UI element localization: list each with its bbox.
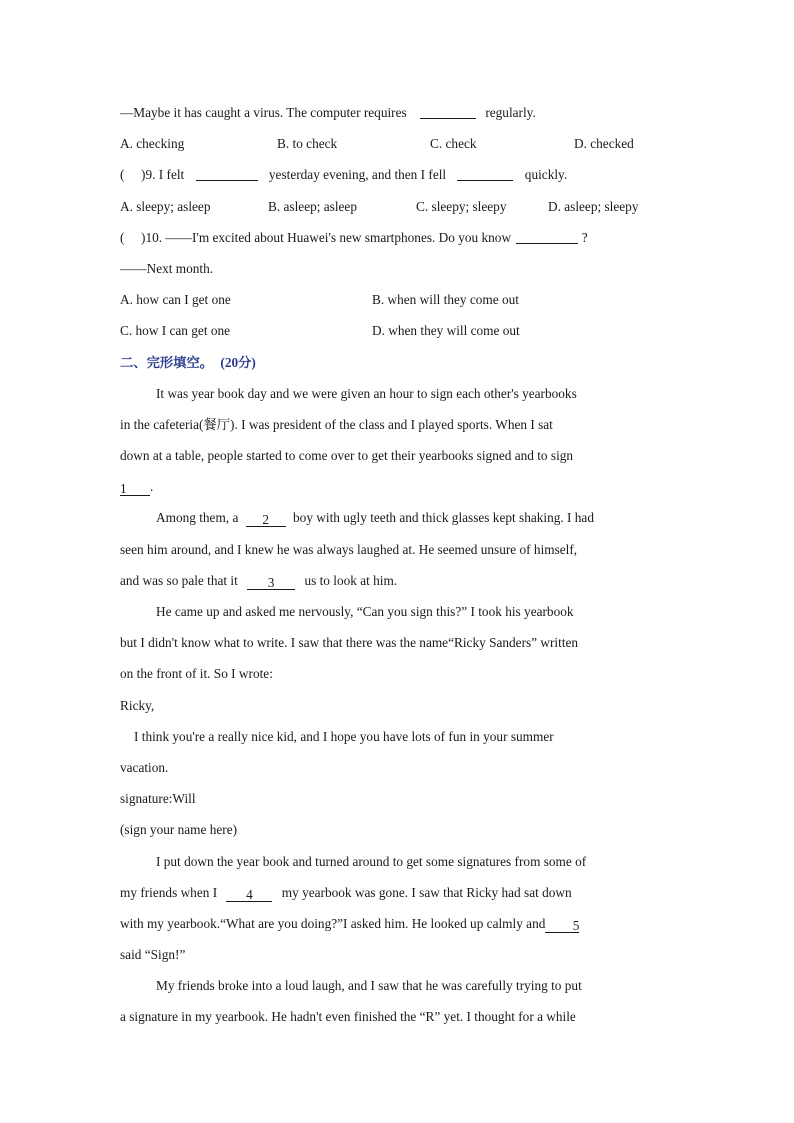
q10-line	[120, 222, 674, 253]
q10-blank[interactable]	[516, 230, 578, 244]
q8-option-d[interactable]: D. checked	[574, 136, 634, 152]
q9-option-a[interactable]: A. sleepy; asleep	[120, 198, 211, 214]
letter-signature: signature:Will	[120, 791, 196, 807]
section-score: (20分)	[220, 354, 256, 370]
q9-number: ( )9. I felt	[120, 167, 185, 183]
passage-text: with my yearbook.“What are you doing?”I asked him. He looked up calmly and	[120, 915, 546, 931]
q8-option-b[interactable]: B. to check	[277, 136, 338, 152]
q10-options-row-1	[120, 284, 674, 315]
passage-line	[120, 908, 674, 939]
q9-blank-2[interactable]	[457, 167, 513, 181]
q9-option-d[interactable]: D. asleep; sleepy	[548, 198, 639, 214]
passage-text: us to look at him.	[304, 572, 398, 588]
passage-line: in the cafeteria(餐厅). I was president of the class and I played sports. When I sat	[120, 416, 553, 432]
passage-line: 1 .	[120, 479, 154, 497]
q10-option-c[interactable]: C. how I can get one	[120, 323, 231, 339]
q8-option-a[interactable]: A. checking	[120, 136, 185, 152]
letter-body: I think you're a really nice kid, and I hope you have lots of fun in your summer	[134, 728, 554, 744]
q9-line	[120, 159, 674, 190]
q10-reply: ——Next month.	[120, 260, 214, 276]
q9-after: quickly.	[524, 167, 568, 183]
passage-line: He came up and asked me nervously, “Can you sign this?” I took his yearbook	[156, 604, 574, 619]
passage-line: but I didn't know what to write. I saw that there was the name“Ricky Sanders” written	[120, 635, 579, 651]
q9-options	[120, 191, 674, 222]
section-heading	[120, 347, 674, 378]
q8-after: regularly.	[485, 105, 536, 120]
q10-after: ?	[581, 229, 588, 245]
cloze-blank-3[interactable]: 3	[247, 576, 295, 590]
q8-text: —Maybe it has caught a virus. The computer requires	[120, 105, 407, 120]
passage-line	[120, 877, 674, 908]
letter-note: (sign your name here)	[120, 822, 238, 838]
letter-body: vacation.	[120, 759, 169, 775]
q9-blank-1[interactable]	[196, 167, 258, 181]
passage-text: boy with ugly teeth and thick glasses kept shaking. I had	[293, 510, 594, 526]
q10-options-row-2	[120, 315, 674, 346]
passage-line: seen him around, and I knew he was always laughed at. He seemed unsure of himself,	[120, 541, 578, 557]
passage-text: my yearbook was gone. I saw that Ricky had sat down	[281, 884, 572, 900]
q9-option-c[interactable]: C. sleepy; sleepy	[416, 198, 507, 214]
passage-line: It was year book day and we were given an hour to sign each other's yearbooks	[156, 385, 577, 401]
passage-line: down at a table, people started to come over to get their yearbooks signed and to sign	[120, 448, 574, 464]
q9-option-b[interactable]: B. asleep; asleep	[268, 198, 357, 214]
passage-text: Among them, a	[156, 510, 239, 526]
q10-option-b[interactable]: B. when will they come out	[372, 292, 519, 308]
q9-mid: yesterday evening, and then I fell	[268, 167, 447, 183]
q8-option-c[interactable]: C. check	[430, 136, 477, 152]
cloze-blank-4[interactable]: 4	[226, 888, 272, 902]
worksheet-page	[120, 97, 674, 1033]
cloze-blank-1[interactable]: 1	[120, 482, 150, 496]
passage-line: My friends broke into a loud laugh, and I saw that he was carefully trying to put	[156, 978, 582, 994]
q10-option-d[interactable]: D. when they will come out	[372, 323, 520, 339]
q10-text: ( )10. ——I'm excited about Huawei's new smartphones. Do you know	[120, 229, 512, 245]
letter-salutation: Ricky,	[120, 697, 155, 713]
passage-line: on the front of it. So I wrote:	[120, 666, 273, 682]
q8-blank[interactable]	[420, 105, 476, 119]
q10-option-a[interactable]: A. how can I get one	[120, 292, 231, 308]
passage-line	[120, 502, 674, 533]
passage-line	[120, 565, 674, 596]
section-title: 二、完形填空。	[120, 354, 214, 370]
passage-line: I put down the year book and turned around to get some signatures from some of	[156, 853, 587, 869]
q8-options	[120, 128, 674, 159]
q8-line	[120, 97, 674, 128]
cloze-blank-5[interactable]: 5	[545, 919, 579, 933]
cloze-blank-2[interactable]: 2	[246, 513, 286, 527]
passage-text: my friends when I	[120, 884, 218, 900]
passage-line: a signature in my yearbook. He hadn't even finished the “R” yet. I thought for a while	[120, 1009, 576, 1025]
passage-line: said “Sign!”	[120, 947, 186, 963]
passage-text: and was so pale that it	[120, 572, 238, 588]
